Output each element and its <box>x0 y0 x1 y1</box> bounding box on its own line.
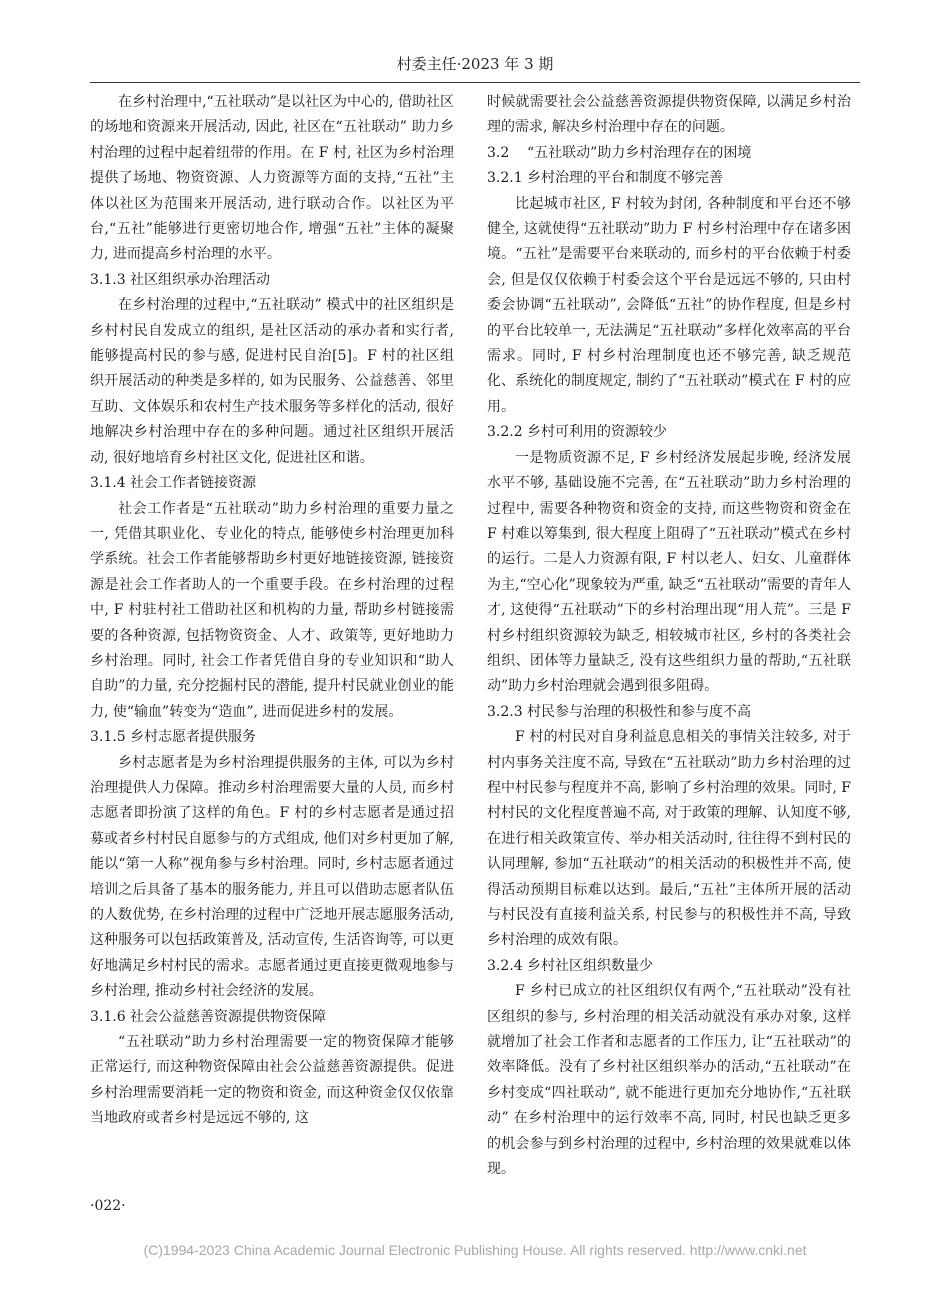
section-heading <box>487 700 851 725</box>
section-heading <box>487 141 851 166</box>
section-heading <box>487 420 851 445</box>
section-heading <box>90 471 454 496</box>
section-number: 3.2.3 <box>487 703 523 720</box>
section-number: 3.2.4 <box>487 957 523 974</box>
section-title: 乡村志愿者提供服务 <box>130 729 256 746</box>
running-header: 村委主任·2023 年 3 期 <box>396 55 554 73</box>
paragraph: 社会工作者是“五社联动”助力乡村治理的重要力量之一, 凭借其职业化、专业化的特点, 能够使乡村治理更加科学系统。社会工作者能够帮助乡村更好地链接资源, 链接资源是社会工作者助人的一个重要手段。在乡村治理的过程中, F 村驻村社工借助社区和机构的力量, 帮助乡村链接需要的各种资源, 包括物资资金、人才、政策等, 更好地助力乡村治理。同时, 社会工作者凭借自身的专业知识和“助人自助”的力量, 充分挖掘村民的潜能, 提升村民就业创业的能力, 使“输血”转变为“造血”, 进而促进乡村的发展。 <box>90 500 454 720</box>
section-title: 乡村社区组织数量少 <box>527 957 653 974</box>
section-title: 乡村治理的平台和制度不够完善 <box>527 170 723 187</box>
right-column <box>487 90 851 1182</box>
section-number: 3.2.1 <box>487 170 523 187</box>
paragraph: 在乡村治理中,“五社联动”是以社区为中心的, 借助社区的场地和资源来开展活动, 因此, 社区在“五社联动” 助力乡村治理的过程中起着纽带的作用。在 F 村, 社区为乡村治理提供了场地、物资资源、人力资源等方面的支持,“五社”主体以社区为范围来开展活动, 进行联动合作。以社区为平台,“五社”能够进行更密切地合作, 增强“五社”主体的凝聚力, 进而提高乡村治理的水平。 <box>90 94 454 263</box>
paragraph: F 乡村已成立的社区组织仅有两个,“五社联动”没有社区组织的参与, 乡村治理的相关活动就没有承办对象, 这样就增加了社会工作者和志愿者的工作压力, 让“五社联动”的效率降低。没有了乡村社区组织举办的活动,“五社联动”在乡村变成“四社联动”, 就不能进行更加充分地协作,“五社联动” 在乡村治理中的运行效率不高, 同时, 村民也缺乏更多的机会参与到乡村治理的过程中, 乡村治理的效果就难以体现。 <box>487 983 851 1178</box>
paragraph: 比起城市社区, F 村较为封闭, 各种制度和平台还不够健全, 这就使得“五社联动”助力 F 村乡村治理中存在诸多困境。“五社”是需要平台来联动的, 而乡村的平台依赖于村委会, 但是仅仅依赖于村委会这个平台是远远不够的, 只由村委会协调“五社联动”, 会降低“五社”的协作程度, 但是乡村的平台比较单一, 无法满足“五社联动”多样化效率高的平台需求。同时, F 村乡村治理制度也还不够完善, 缺乏规范化、系统化的制度规定, 制约了“五社联动”模式在 F 村的应用。 <box>487 195 851 415</box>
paragraph: 乡村志愿者是为乡村治理提供服务的主体, 可以为乡村治理提供人力保障。推动乡村治理需要大量的人员, 而乡村志愿者即扮演了这样的角色。F 村的乡村志愿者是通过招募或者乡村村民自愿参与的方式组成, 他们对乡村更加了解, 能以“第一人称”视角参与乡村治理。同时, 乡村志愿者通过培训之后具备了基本的服务能力, 并且可以借助志愿者队伍的人数优势, 在乡村治理的过程中广泛地开展志愿服务活动, 这种服务可以包括政策普及, 活动宣传, 生活咨询等, 可以更好地满足乡村村民的需求。志愿者通过更直接更微观地参与乡村治理, 推动乡村社会经济的发展。 <box>90 754 454 1000</box>
section-title: 社会工作者链接资源 <box>130 475 256 492</box>
paragraph: 在乡村治理的过程中,“五社联动” 模式中的社区组织是乡村村民自发成立的组织, 是社区活动的承办者和实行者, 能够提高村民的参与感, 促进村民自治[5]。F 村的社区组织开展活动的种类是多样的, 如为民服务、公益慈善、邻里互助、文体娱乐和农村生产技术服务等多样化的活动, 很好地解决乡村治理中存在的多种问题。通过社区组织开展活动, 很好地培育乡村社区文化, 促进社区和谐。 <box>90 297 454 466</box>
section-title: 村民参与治理的积极性和参与度不高 <box>527 703 751 720</box>
page-number: ·022· <box>90 1198 126 1214</box>
left-column <box>90 90 454 1132</box>
paragraph: “五社联动”助力乡村治理需要一定的物资保障才能够正常运行, 而这种物资保障由社会公益慈善资源提供。促进乡村治理需要消耗一定的物资和资金, 而这种资金仅仅依靠当地政府或者乡村是远远不够的, 这 <box>90 1034 454 1127</box>
section-number: 3.2.2 <box>487 424 523 441</box>
section-title: 社会公益慈善资源提供物资保障 <box>130 1008 326 1025</box>
copyright-notice: (C)1994-2023 China Academic Journal Electronic Publishing House. All rights reserved. http://www.cnki.net <box>143 1242 807 1258</box>
section-number: 3.1.4 <box>90 475 126 492</box>
section-number: 3.1.5 <box>90 729 126 746</box>
section-heading <box>487 954 851 979</box>
section-title: 社区组织承办治理活动 <box>130 271 270 288</box>
section-heading <box>90 725 454 750</box>
paragraph: 一是物质资源不足, F 乡村经济发展起步晚, 经济发展水平不够, 基础设施不完善, 在“五社联动”助力乡村治理的过程中, 需要各种物资和资金的支持, 而这些物资和资金在 F 村难以筹集到, 很大程度上阻碍了“五社联动”模式在乡村的运行。二是人力资源有限, F 村以老人、妇女、儿童群体为主,“空心化”现象较为严重, 缺乏“五社联动”需要的青年人才, 这使得“五社联动”下的乡村治理出现“用人荒”。三是 F 村乡村组织资源较为缺乏, 相较城市社区, 乡村的各类社会组织、团体等力量缺乏, 没有这些组织力量的帮助,“五社联动”助力乡村治理就会遇到很多阻碍。 <box>487 449 851 695</box>
paragraph: F 村的村民对自身利益息息相关的事情关注较多, 对于村内事务关注度不高, 导致在“五社联动”助力乡村治理的过程中村民参与程度并不高, 影响了乡村治理的效果。同时, F 村村民的文化程度普遍不高, 对于政策的理解、认知度不够, 在进行相关政策宣传、举办相关活动时, 往往得不到村民的认同理解, 参加“五社联动”的相关活动的积极性并不高, 使得活动预期目标难以达到。最后,“五社”主体所开展的活动与村民没有直接利益关系, 村民参与的积极性并不高, 导致乡村治理的成效有限。 <box>487 729 851 949</box>
section-number: 3.2 <box>487 144 510 161</box>
section-heading <box>487 166 851 191</box>
section-title: 乡村可利用的资源较少 <box>527 424 667 441</box>
header-rule <box>90 82 860 83</box>
section-number: 3.1.3 <box>90 271 126 288</box>
section-heading <box>90 268 454 293</box>
section-heading <box>90 1005 454 1030</box>
section-number: 3.1.6 <box>90 1008 126 1025</box>
section-title: “五社联动”助力乡村治理存在的困境 <box>527 144 752 161</box>
continued-paragraph: 时候就需要社会公益慈善资源提供物资保障, 以满足乡村治理的需求, 解决乡村治理中存在的问题。 <box>487 94 851 136</box>
